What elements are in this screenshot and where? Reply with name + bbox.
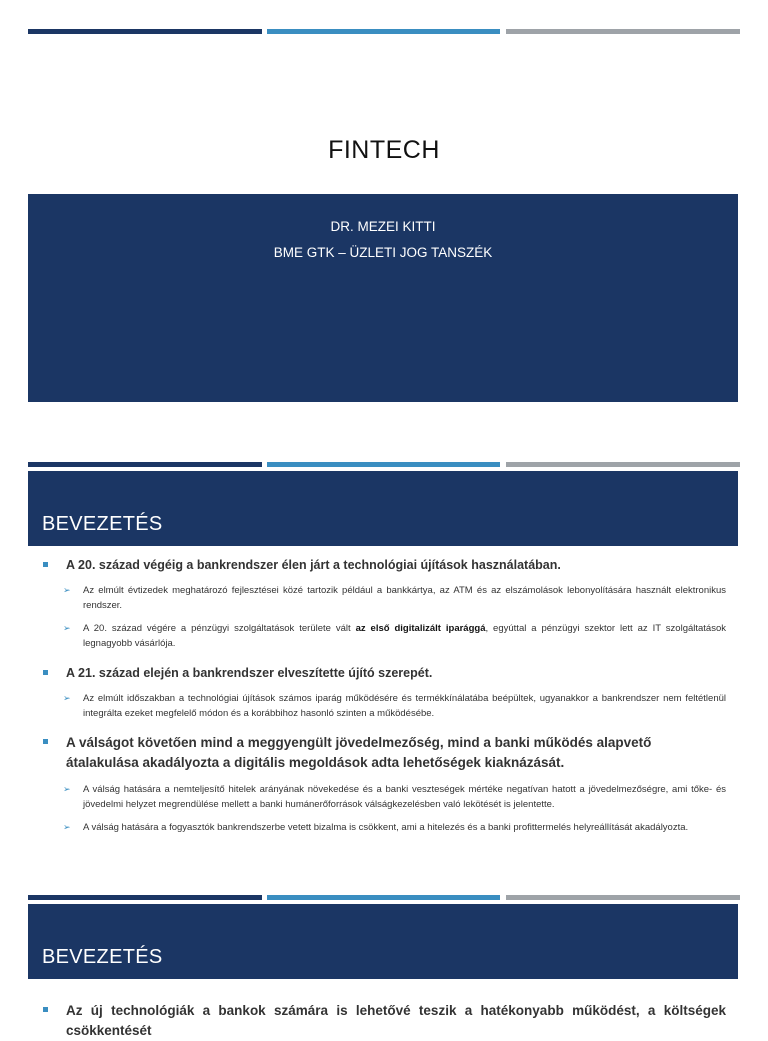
slide-heading: BEVEZETÉS <box>42 513 163 535</box>
bullet-text: A válságot követően mind a meggyengült jövedelmezőség, mind a banki működés alapvető átalakulása akadályozta a digitális megoldások adta lehetőségek kiaknázását. <box>66 735 652 770</box>
title-subtitle-box <box>28 194 738 402</box>
slide-header <box>28 471 738 546</box>
accent-stripe-gray <box>506 462 740 467</box>
accent-stripe-navy <box>28 895 262 900</box>
square-bullet-icon <box>43 739 48 744</box>
square-bullet-icon <box>43 670 48 675</box>
arrow-bullet-icon: ➢ <box>63 693 71 703</box>
sub-bullet-text: A válság hatására a nemteljesítő hitelek arányának növekedése és a banki veszteségek mértéke negatívan hatott a jövedelmezőségre, ami tőke- és jövedelmi helyzet megrendülése mellett a banki humánerőforrások válságkezelésben való lekötését is jelentette. <box>83 784 726 810</box>
accent-stripe-gray <box>506 895 740 900</box>
square-bullet-icon <box>43 1007 48 1012</box>
sub-bullet-item <box>40 820 726 835</box>
accent-stripe-blue <box>267 462 500 467</box>
accent-stripe-blue <box>267 895 500 900</box>
accent-stripe-blue <box>267 29 500 34</box>
sub-bullet-text: Az elmúlt időszakban a technológiai újítások számos iparág működésére és termékkínálatába beépültek, ugyanakkor a bankrendszer nem feltétlenül integrálta ezeket megfelelő módon és a korábbihoz hasonló szinten a működésébe. <box>83 693 726 719</box>
sub-bullet-emphasis: az első digitalizált iparággá <box>355 623 486 634</box>
slide-heading: BEVEZETÉS <box>42 946 163 968</box>
bullet-item <box>40 733 726 773</box>
sub-bullet-item <box>40 691 726 721</box>
accent-stripe-gray <box>506 29 740 34</box>
bullet-item <box>40 556 726 574</box>
arrow-bullet-icon: ➢ <box>63 623 71 633</box>
arrow-bullet-icon: ➢ <box>63 784 71 794</box>
author-affiliation: BME GTK – ÜZLETI JOG TANSZÉK <box>273 245 493 260</box>
arrow-bullet-icon: ➢ <box>63 822 71 832</box>
sub-bullet-text-start: A 20. század végére a pénzügyi szolgáltatások területe vált <box>83 623 356 634</box>
slide-body <box>40 1001 726 1041</box>
bullet-text: A 21. század elején a bankrendszer elveszítette újító szerepét. <box>66 666 433 680</box>
presentation-title: FINTECH <box>328 136 440 164</box>
bullet-item <box>40 664 726 682</box>
bullet-text: Az új technológiák a bankok számára is lehetővé teszik a hatékonyabb működést, a költségek csökkentését <box>66 1003 726 1038</box>
arrow-bullet-icon: ➢ <box>63 585 71 595</box>
sub-bullet-text: Az elmúlt évtizedek meghatározó fejlesztései közé tartozik például a bankkártya, az ATM és az elszámolások lebonyolítására használt elektronikus rendszer. <box>83 585 726 611</box>
accent-stripe-navy <box>28 29 262 34</box>
square-bullet-icon <box>43 562 48 567</box>
bullet-item <box>40 1001 726 1041</box>
accent-stripe-navy <box>28 462 262 467</box>
slide-body <box>40 556 726 835</box>
sub-bullet-item <box>40 782 726 812</box>
sub-bullet-item <box>40 621 726 651</box>
sub-bullet-text: A válság hatására a fogyasztók bankrendszerbe vetett bizalma is csökkent, ami a hitelezés és a banki profittermelés helyreállítását akadályozta. <box>83 822 689 833</box>
bullet-text: A 20. század végéig a bankrendszer élen járt a technológiai újítások használatában. <box>66 558 561 572</box>
sub-bullet-text-end: , egyúttal a pénzügyi szektor lett az IT szolgáltatások legnagyobb vásárlója. <box>83 623 726 649</box>
author-name: DR. MEZEI KITTI <box>330 219 436 234</box>
slide-header <box>28 904 738 979</box>
sub-bullet-item <box>40 583 726 613</box>
